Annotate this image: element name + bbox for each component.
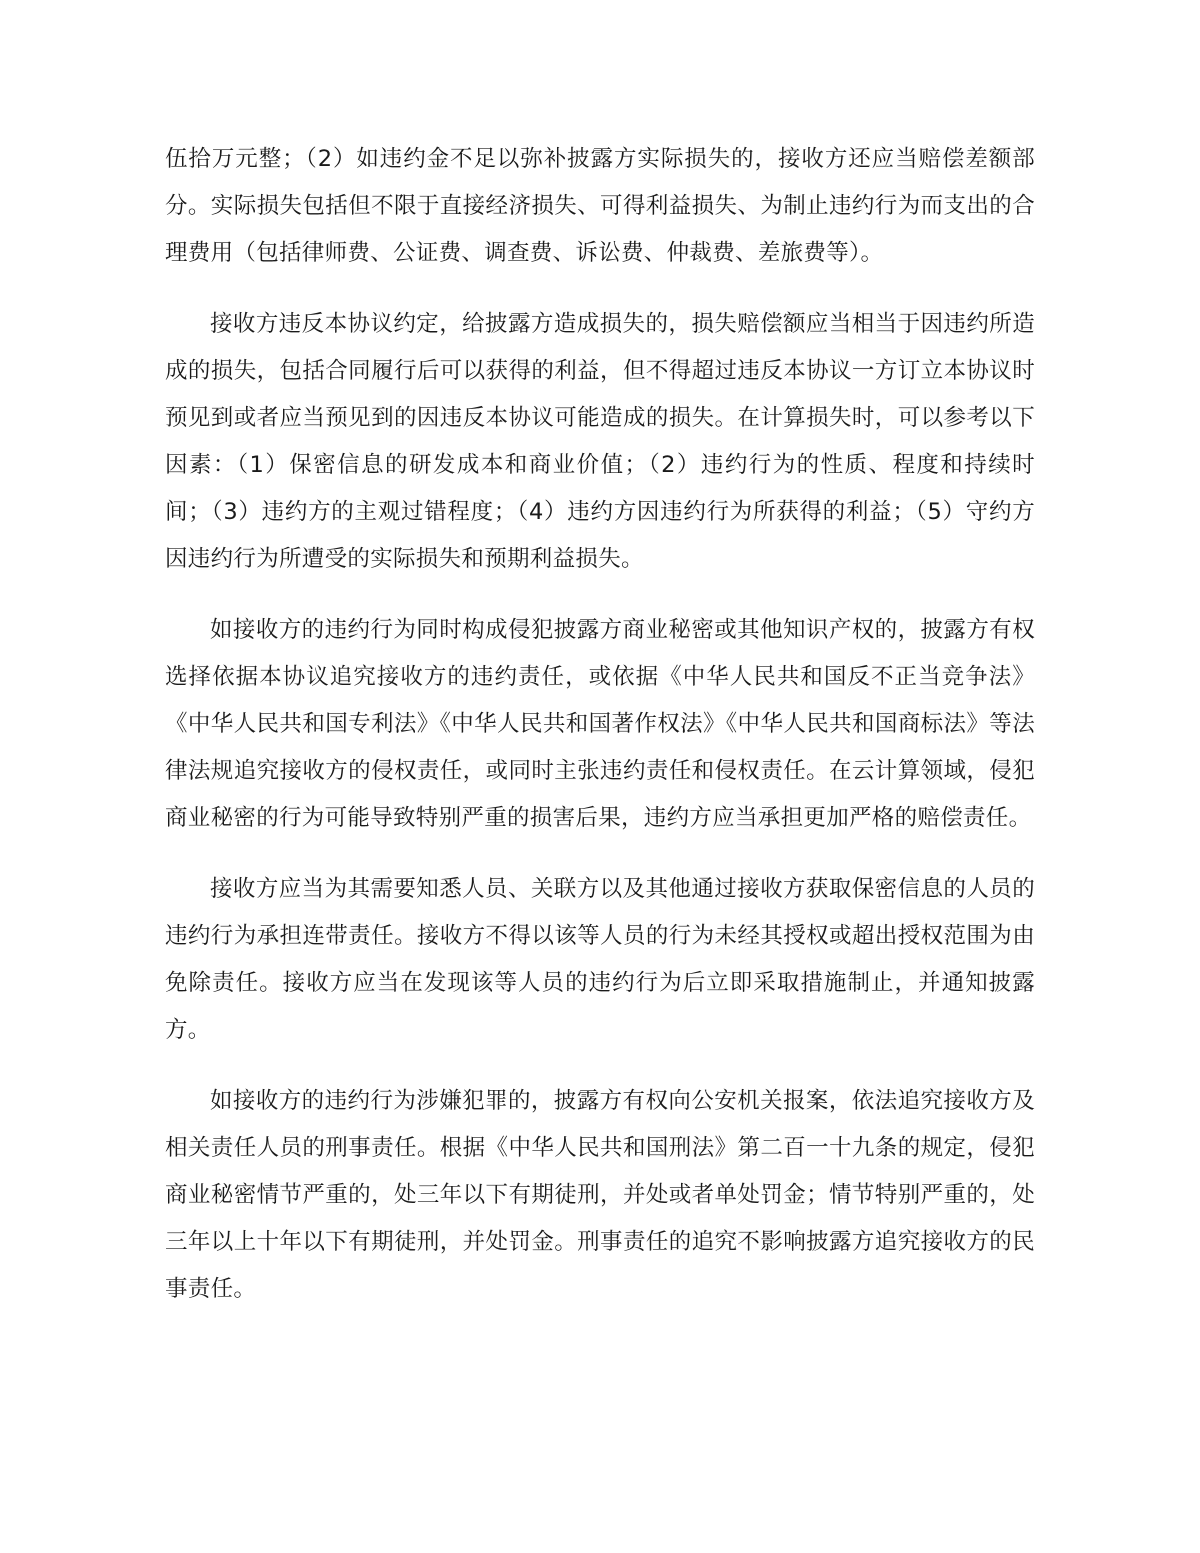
- document-body: [165, 136, 1035, 1337]
- paragraph-1: 伍拾万元整；（2）如违约金不足以弥补披露方实际损失的，接收方还应当赔偿差额部分。实际损失包括但不限于直接经济损失、可得利益损失、为制止违约行为而支出的合理费用（包括律师费、公证费、调查费、诉讼费、仲裁费、差旅费等）。: [165, 146, 1035, 266]
- paragraph-5: 如接收方的违约行为涉嫌犯罪的，披露方有权向公安机关报案，依法追究接收方及相关责任人员的刑事责任。根据《中华人民共和国刑法》第二百一十九条的规定，侵犯商业秘密情节严重的，处三年以下有期徒刑，并处或者单处罚金；情节特别严重的，处三年以上十年以下有期徒刑，并处罚金。刑事责任的追究不影响披露方追究接收方的民事责任。: [165, 1088, 1035, 1302]
- paragraph-4: 接收方应当为其需要知悉人员、关联方以及其他通过接收方获取保密信息的人员的违约行为承担连带责任。接收方不得以该等人员的行为未经其授权或超出授权范围为由免除责任。接收方应当在发现该等人员的违约行为后立即采取措施制止，并通知披露方。: [165, 876, 1035, 1043]
- paragraph-2: 接收方违反本协议约定，给披露方造成损失的，损失赔偿额应当相当于因违约所造成的损失，包括合同履行后可以获得的利益，但不得超过违反本协议一方订立本协议时预见到或者应当预见到的因违反本协议可能造成的损失。在计算损失时，可以参考以下因素：（1）保密信息的研发成本和商业价值；（2）违约行为的性质、程度和持续时间；（3）违约方的主观过错程度；（4）违约方因违约行为所获得的利益；（5）守约方因违约行为所遭受的实际损失和预期利益损失。: [165, 311, 1035, 572]
- paragraph-3: 如接收方的违约行为同时构成侵犯披露方商业秘密或其他知识产权的，披露方有权选择依据本协议追究接收方的违约责任，或依据《中华人民共和国反不正当竞争法》《中华人民共和国专利法》《中华人民共和国著作权法》《中华人民共和国商标法》等法律法规追究接收方的侵权责任，或同时主张违约责任和侵权责任。在云计算领域，侵犯商业秘密的行为可能导致特别严重的损害后果，违约方应当承担更加严格的赔偿责任。: [165, 617, 1035, 831]
